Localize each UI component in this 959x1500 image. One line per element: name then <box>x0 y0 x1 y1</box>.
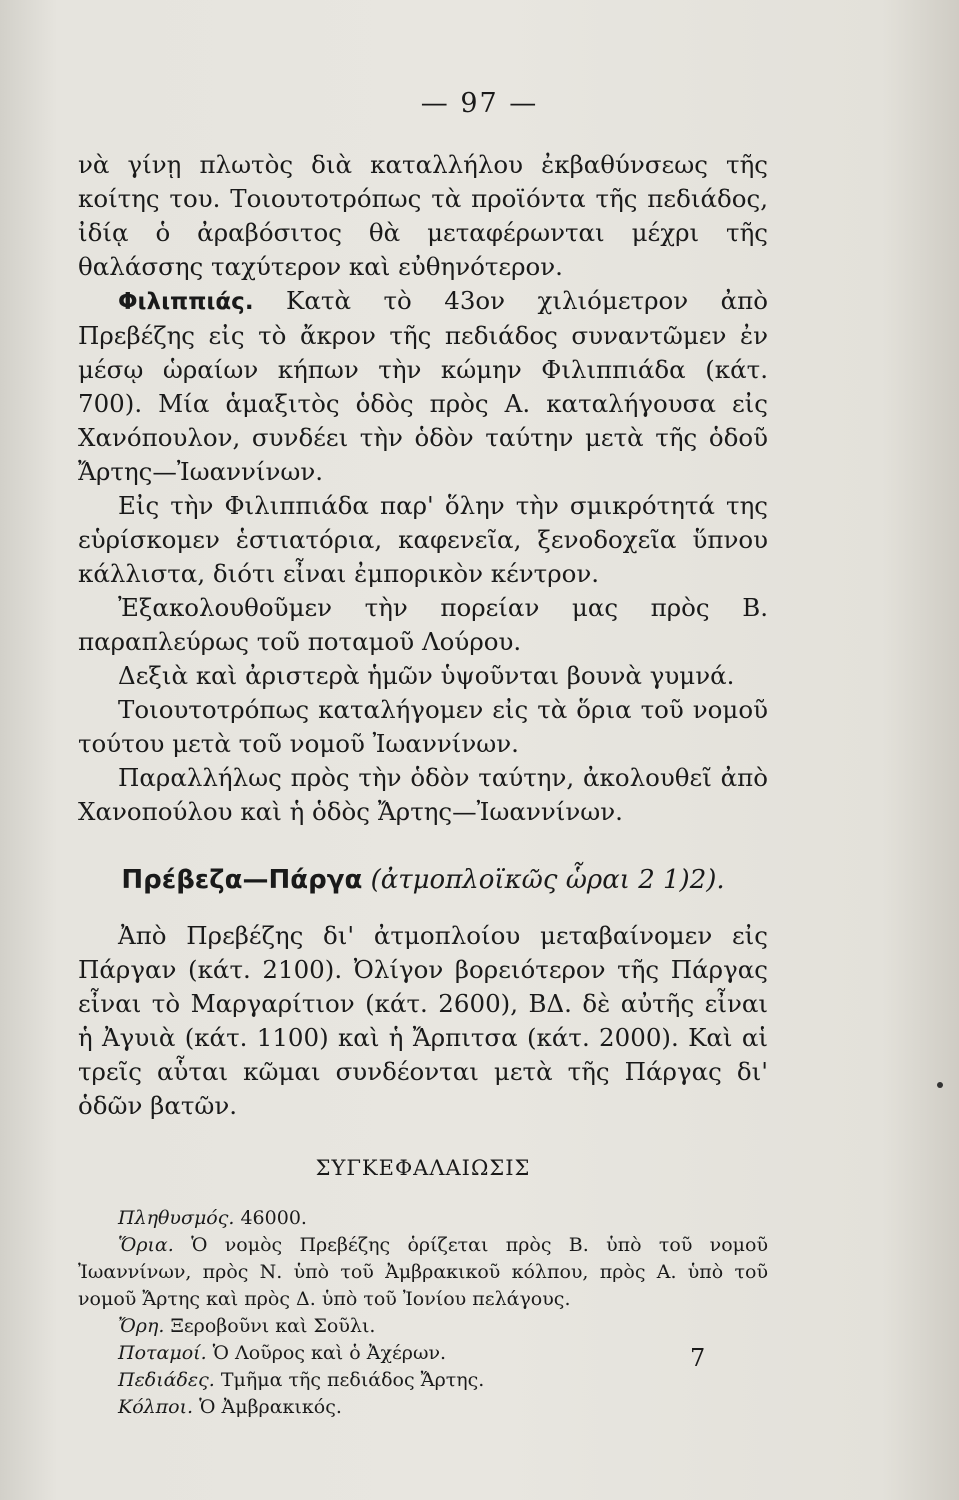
paragraph-filippias <box>78 284 768 489</box>
paragraph: Εἰς τὴν Φιλιππιάδα παρ' ὅλην τὴν σμικρότητά της εὑρίσκομεν ἑστιατόρια, καφενεῖα, ξενοδοχεῖα ὕπνου κάλλιστα, διότι εἶναι ἐμπορικὸν κέντρον. <box>78 491 768 588</box>
section-label: Φιλιππιάς. <box>118 289 254 315</box>
paragraph: Παραλλήλως πρὸς τὴν ὁδὸν ταύτην, ἀκολουθεῖ ἀπὸ Χανοπούλου καὶ ἡ ὁδὸς Ἄρτης—Ἰωαννίνων. <box>78 763 768 826</box>
ink-speck <box>937 1082 943 1088</box>
summary-label: Ποταμοί. <box>118 1342 207 1364</box>
summary-text: Ὁ Ἀμβρακικός. <box>193 1396 342 1418</box>
page-number: — 97 — <box>420 88 539 119</box>
paragraph: νὰ γίνῃ πλωτὸς διὰ καταλλήλου ἐκβαθύνσεως τῆς κοίτης του. Τοιουτοτρόπως τὰ προϊόντα τῆς πεδιάδος, ἰδίᾳ ὁ ἀραβόσιτος θὰ μεταφέρωνται μέχρι τῆς θαλάσσης ταχύτερον καὶ εὐθηνότερον. <box>78 150 768 281</box>
paragraph: Τοιουτοτρόπως καταλήγομεν εἰς τὰ ὅρια τοῦ νομοῦ τούτου μετὰ τοῦ νομοῦ Ἰωαννίνων. <box>78 695 768 758</box>
summary-title: ΣΥΓΚΕΦΑΛΑΙΩΣΙΣ <box>315 1156 531 1180</box>
paragraph-text: Κατὰ τὸ 43ον χιλιόμετρον ἀπὸ Πρεβέζης εἰς τὸ ἄκρον τῆς πεδιάδος συναντῶμεν ἐν μέσῳ ὡραίων κήπων τὴν κώμην Φιλιππιάδα (κάτ. 700). Μία ἁμαξιτὸς ὁδὸς πρὸς Α. καταλήγουσα εἰς Χανόπουλον, συνδέει τὴν ὁδὸν ταύτην μετὰ τῆς ὁδοῦ Ἄρτης—Ἰωαννίνων. <box>78 286 768 486</box>
summary-row <box>78 1340 768 1367</box>
summary-row <box>78 1205 768 1232</box>
summary-text: 46000. <box>234 1207 307 1229</box>
summary-label: Ὄρη. <box>118 1315 165 1337</box>
summary-label: Κόλποι. <box>118 1396 194 1418</box>
section-heading <box>78 863 768 897</box>
paragraph: Δεξιὰ καὶ ἀριστερὰ ἡμῶν ὑψοῦνται βουνὰ γυμνά. <box>118 661 735 690</box>
summary-text: Ὁ νομὸς Πρεβέζης ὁρίζεται πρὸς Β. ὑπὸ τοῦ νομοῦ Ἰωαννίνων, πρὸς Ν. ὑπὸ τοῦ Ἀμβρακικοῦ κόλπου, πρὸς Α. ὑπὸ τοῦ νομοῦ Ἄρτης καὶ πρὸς Δ. ὑπὸ τοῦ Ἰονίου πελάγους. <box>78 1234 768 1310</box>
summary-label: Πληθυσμός. <box>118 1207 235 1229</box>
summary-row <box>78 1313 768 1340</box>
summary-text: Τμῆμα τῆς πεδιάδος Ἄρτης. <box>214 1369 485 1391</box>
summary-label: Ὅρια. <box>118 1234 174 1256</box>
summary-text: Ξεροβοῦνι καὶ Σοῦλι. <box>164 1315 376 1337</box>
summary-list <box>78 1205 768 1421</box>
summary-row <box>78 1394 768 1421</box>
summary-text: Ὁ Λοῦρος καὶ ὁ Ἀχέρων. <box>206 1342 447 1364</box>
summary-row <box>78 1367 768 1394</box>
page-body <box>78 148 768 1421</box>
summary-row <box>78 1232 768 1313</box>
paragraph: Ἐξακολουθοῦμεν τὴν πορείαν μας πρὸς Β. παραπλεύρως τοῦ ποταμοῦ Λούρου. <box>78 593 768 656</box>
heading-title: Πρέβεζα—Πάργα <box>121 865 363 895</box>
summary-label: Πεδιάδες. <box>118 1369 215 1391</box>
signature-mark: 7 <box>690 1344 706 1372</box>
paragraph: Ἀπὸ Πρεβέζης δι' ἀτμοπλοίου μεταβαίνομεν εἰς Πάργαν (κάτ. 2100). Ὀλίγον βορειότερον τῆς Πάργας εἶναι τὸ Μαργαρίτιον (κάτ. 2600), ΒΔ. δὲ αὐτῆς εἶναι ἡ Ἀγυιὰ (κάτ. 1100) καὶ ἡ Ἄρπιτσα (κάτ. 2000). Καὶ αἱ τρεῖς αὗται κῶμαι συνδέονται μετὰ τῆς Πάργας δι' ὁδῶν βατῶν. <box>78 921 768 1120</box>
heading-note: (ἀτμοπλοϊκῶς ὧραι 2 1)2). <box>362 865 725 895</box>
